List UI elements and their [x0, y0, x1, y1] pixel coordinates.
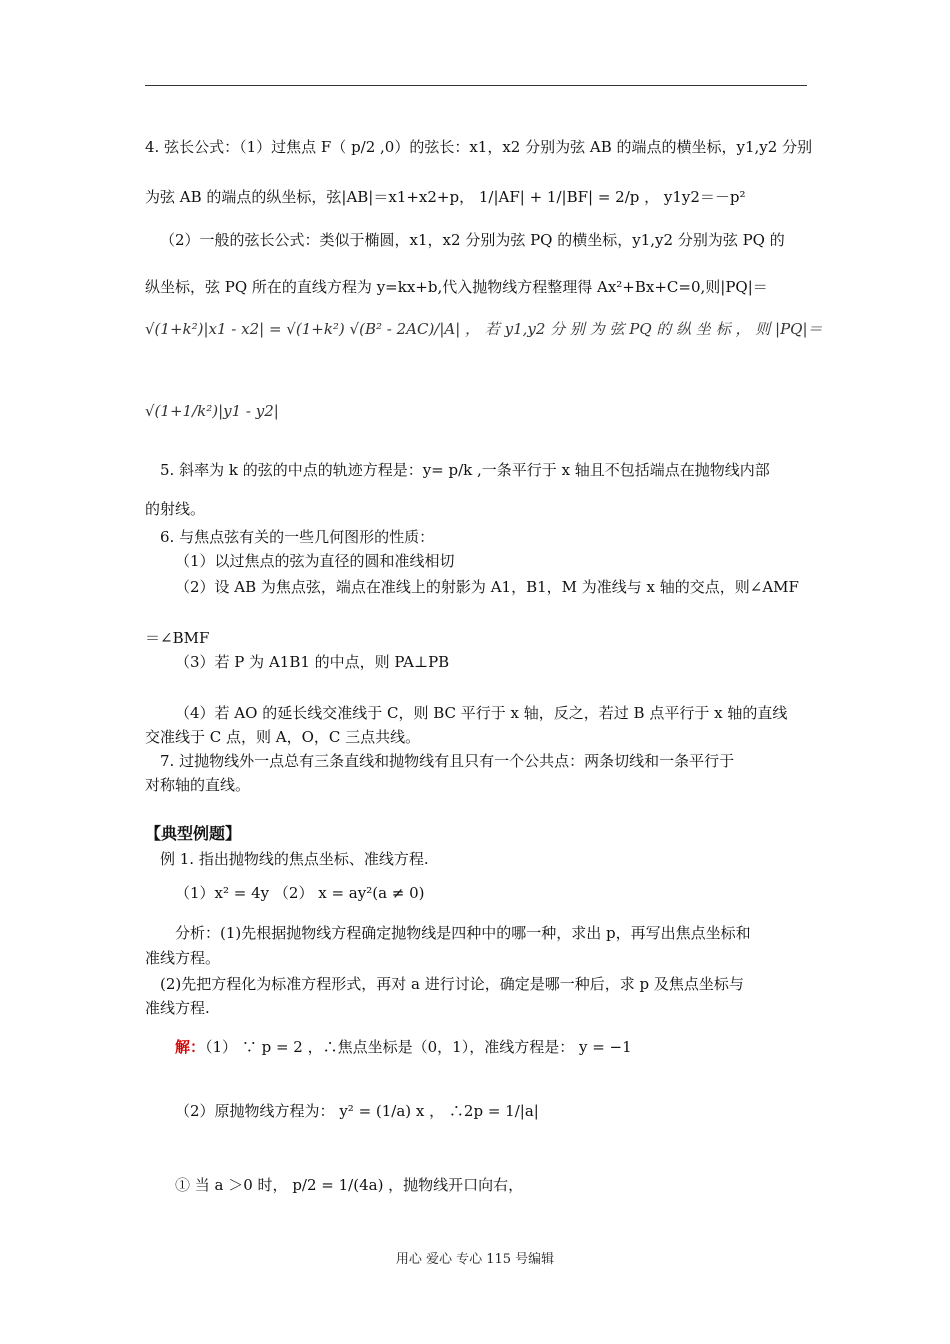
text-line: 4. 弦长公式：（1）过焦点 F（ p/2 ,0）的弦长：x1，x2 分别为弦 AB 的端点的横坐标，y1,y2 分别: [145, 138, 813, 156]
text-line: 分析：(1)先根据抛物线方程确定抛物线是四种中的哪一种，求出 p，再写出焦点坐标和: [175, 924, 751, 942]
text-line: （1）以过焦点的弦为直径的圆和准线相切: [175, 552, 455, 570]
formula-line: （2）原抛物线方程为： y² = (1/a) x ， ∴2p = 1/|a|: [175, 1102, 539, 1120]
text-line: 纵坐标，弦 PQ 所在的直线方程为 y=kx+b,代入抛物线方程整理得 Ax²+Bx+C=0,则|PQ|＝: [145, 278, 768, 296]
text-line: 准线方程.: [145, 999, 210, 1017]
formula-line: √(1+1/k²)|y1 - y2|: [145, 402, 279, 420]
text-line: （4）若 AO 的延长线交准线于 C，则 BC 平行于 x 轴，反之，若过 B 点平行于 x 轴的直线: [175, 704, 788, 722]
text-line: 的射线。: [145, 500, 206, 518]
text-line: 6. 与焦点弦有关的一些几何图形的性质：: [160, 528, 435, 546]
text-line: 准线方程。: [145, 949, 221, 967]
formula-line: ① 当 a ＞0 时， p/2 = 1/(4a) ，抛物线开口向右，: [175, 1176, 524, 1194]
text-line: （2）设 AB 为焦点弦，端点在准线上的射影为 A1，B1，M 为准线与 x 轴的交点，则∠AMF: [175, 578, 799, 596]
text-line: (2)先把方程化为标准方程形式，再对 a 进行讨论，确定是哪一种后，求 p 及焦点坐标与: [160, 975, 744, 993]
text-line: 对称轴的直线。: [145, 776, 251, 794]
formula-line: （1）x² = 4y （2） x = ay²(a ≠ 0): [175, 884, 425, 902]
text-line: 为弦 AB 的端点的纵坐标，弦|AB|＝x1+x2+p， 1/|AF| + 1/|BF| = 2/p ， y1y2＝－p²: [145, 188, 746, 206]
section-heading: 【典型例题】: [145, 824, 242, 843]
solution-label: 解：: [175, 1038, 206, 1056]
text-line: （3）若 P 为 A1B1 的中点，则 PA⊥PB: [175, 653, 450, 671]
solution-text: （1） ∵ p = 2 ，∴焦点坐标是（0，1），准线方程是： y = −1: [205, 1038, 632, 1056]
text-line: 交准线于 C 点，则 A，O，C 三点共线。: [145, 728, 421, 746]
text-line: ＝∠BMF: [145, 629, 210, 647]
page-footer: 用心 爱心 专心 115 号编辑: [395, 1252, 555, 1267]
formula-line: √(1+k²)|x1 - x2| = √(1+k²) √(B² - 2AC)/|A| ， 若 y1,y2 分 别 为 弦 PQ 的 纵 坐 标 ， 则 |PQ|＝: [145, 320, 823, 338]
header-rule: [145, 85, 807, 86]
text-line: 5. 斜率为 k 的弦的中点的轨迹方程是：y= p/k ,一条平行于 x 轴且不包括端点在抛物线内部: [160, 461, 770, 479]
example-title: 例 1. 指出抛物线的焦点坐标、准线方程.: [160, 850, 429, 868]
text-line: 7. 过抛物线外一点总有三条直线和抛物线有且只有一个公共点：两条切线和一条平行于: [160, 752, 735, 770]
solution-line: [175, 1036, 837, 1058]
text-line: （2）一般的弦长公式：类似于椭圆，x1，x2 分别为弦 PQ 的横坐标，y1,y2 分别为弦 PQ 的: [160, 231, 785, 249]
